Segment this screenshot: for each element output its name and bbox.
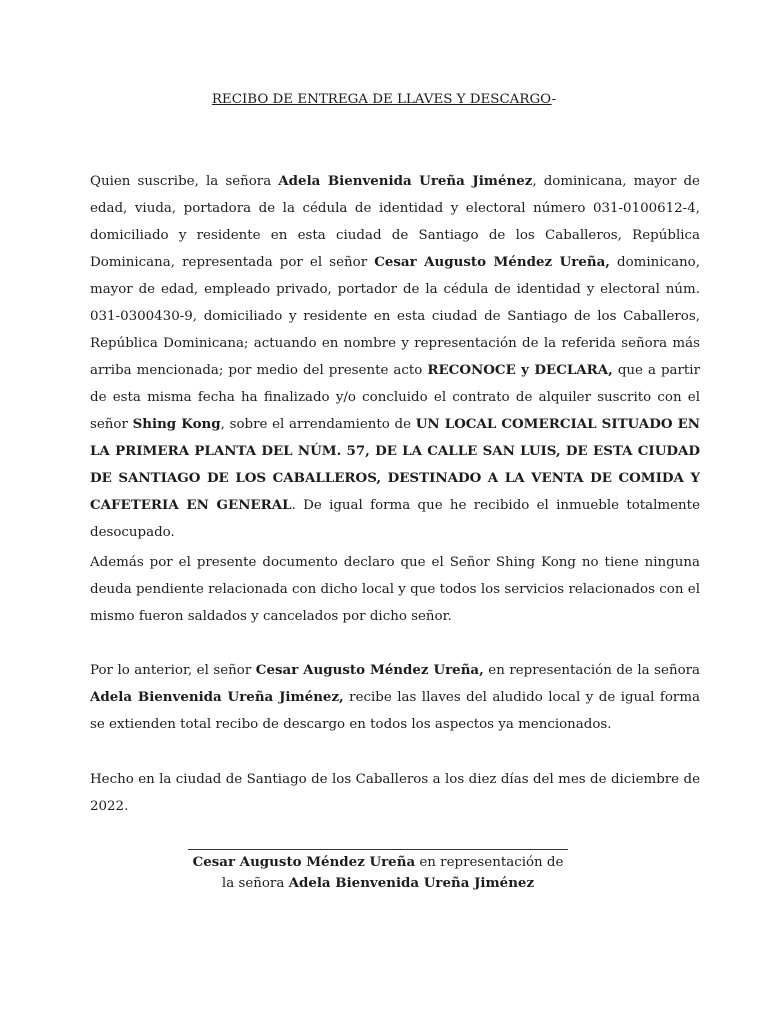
p1-bold-owner-name: Adela Bienvenida Ureña Jiménez xyxy=(278,173,533,189)
signature-line-2 xyxy=(150,873,606,894)
signature-block xyxy=(150,852,606,894)
signature-line-1 xyxy=(150,852,606,873)
paragraph-no-debt: Además por el presente documento declaro que el Señor Shing Kong no tiene ninguna deuda pendiente relacionada con dicho local y que todos los servicios relacionados con el mismo fueron saldados y cancelados por dicho señor. xyxy=(90,555,700,624)
paragraph-receipt xyxy=(90,657,700,738)
p1-bold-property-description: UN LOCAL COMERCIAL SITUADO EN LA PRIMERA PLANTA DEL NÚM. 57, DE LA CALLE SAN LUIS, DE ESTA CIUDAD DE SANTIAGO DE LOS CABALLEROS, DESTINADO A LA VENTA DE COMIDA Y CAFETERIA EN GENERAL xyxy=(90,416,701,513)
title-suffix: - xyxy=(551,92,557,107)
signature-representative-name: Cesar Augusto Méndez Ureña xyxy=(192,854,416,870)
p1-text-4: que a partir de esta misma fecha ha finalizado y/o concluido el contrato de alquiler suscrito con el señor xyxy=(90,363,700,432)
p3-text-2: en representación de la señora xyxy=(483,663,701,678)
title-text: RECIBO DE ENTREGA DE LLAVES Y DESCARGO xyxy=(211,92,552,107)
p3-bold-representative-name: Cesar Augusto Méndez Ureña, xyxy=(255,662,484,678)
paragraph-date-place: Hecho en la ciudad de Santiago de los Caballeros a los diez días del mes de diciembre de 2022. xyxy=(90,772,700,814)
p1-bold-reconoce: RECONOCE y DECLARA, xyxy=(427,362,613,378)
signature-owner-name: Adela Bienvenida Ureña Jiménez xyxy=(288,875,535,891)
p3-text-3: recibe las llaves del aludido local y de igual forma se extienden total recibo de descargo en todos los aspectos ya mencionados. xyxy=(90,690,701,732)
p1-text-2: , dominicana, mayor de edad, viuda, portadora de la cédula de identidad y electoral número 031-0100612-4, domiciliado y residente en esta ciudad de Santiago de los Caballeros, República Dominicana, representada por el señor xyxy=(90,174,700,270)
signature-line xyxy=(188,849,568,850)
p1-text-5: , sobre el arrendamiento de xyxy=(220,417,416,432)
p3-bold-owner-name: Adela Bienvenida Ureña Jiménez, xyxy=(90,689,344,705)
document-title xyxy=(0,92,768,107)
paragraph-declaration xyxy=(90,168,700,546)
p1-bold-representative-name: Cesar Augusto Méndez Ureña, xyxy=(374,254,610,270)
p1-text-6: . De igual forma que he recibido el inmueble totalmente desocupado. xyxy=(90,498,700,540)
p1-bold-tenant-name: Shing Kong xyxy=(132,416,221,432)
p3-text-1: Por lo anterior, el señor xyxy=(90,663,256,678)
signature-text-2: la señora xyxy=(221,876,289,891)
signature-text-1: en representación de xyxy=(415,855,564,870)
p1-text-3: dominicano, mayor de edad, empleado privado, portador de la cédula de identidad y electoral núm. 031-0300430-9, domiciliado y residente en esta ciudad de Santiago de los Caballeros, República Dominicana; actuando en nombre y representación de la referida señora más arriba mencionada; por medio del presente acto xyxy=(90,255,700,378)
p1-text-1: Quien suscribe, la señora xyxy=(90,174,279,189)
